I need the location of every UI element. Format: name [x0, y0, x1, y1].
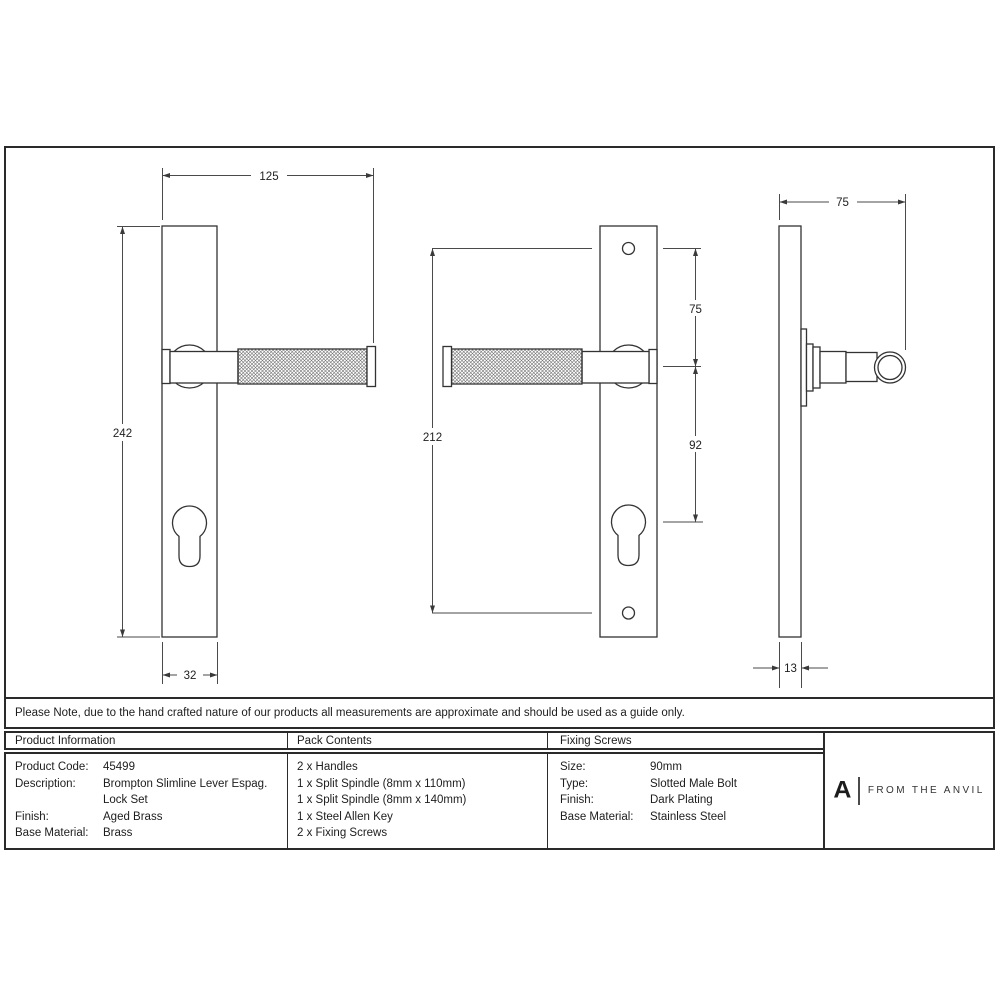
field-value: Dark Plating — [650, 794, 713, 806]
fixing-screws-cell — [547, 754, 823, 848]
base-material-row — [560, 809, 823, 826]
header-fixing-screws: Fixing Screws — [547, 733, 823, 748]
pack-contents-cell — [287, 754, 547, 848]
center-view — [415, 226, 709, 637]
field-label: Finish: — [560, 794, 594, 806]
field-label: Finish: — [15, 810, 49, 823]
screw-hole-top — [623, 243, 635, 255]
knurled-grip — [238, 349, 367, 384]
anvil-logo-icon: A — [833, 776, 852, 804]
field-label: Base Material: — [15, 827, 89, 839]
field-value: Slotted Male Bolt — [650, 777, 737, 790]
dim-label-92: 92 — [689, 440, 702, 452]
lever-bearing — [162, 350, 170, 384]
side-view — [753, 194, 906, 688]
grip-cylinder-side — [846, 353, 877, 382]
logo-divider — [858, 777, 860, 805]
dim-label-75-side: 75 — [836, 197, 849, 209]
field-value: Brass — [103, 827, 133, 839]
dim-label-125: 125 — [259, 171, 279, 183]
backplate-front — [162, 226, 217, 637]
product-code-row — [15, 759, 287, 776]
pack-item: 1 x Split Spindle (8mm x 140mm) — [297, 794, 467, 806]
backplate-side — [779, 226, 801, 637]
backplate-center — [600, 226, 657, 637]
dimension-screw-centres — [415, 249, 592, 614]
header-pack-contents: Pack Contents — [287, 733, 547, 748]
field-value: Brompton Slimline Lever Espag. Lock Set — [103, 777, 268, 806]
dim-label-32: 32 — [183, 670, 197, 682]
lever-neck — [170, 352, 238, 384]
lever-bearing-center — [649, 350, 657, 384]
rose-collar-side — [807, 344, 814, 391]
dimension-screw-to-handle — [663, 249, 709, 367]
pack-item: 1 x Steel Allen Key — [297, 810, 393, 823]
field-label: Base Material: — [560, 810, 634, 823]
header-product-information: Product Information — [15, 734, 116, 747]
note-text: Please Note, due to the hand crafted nature of our products all measurements are approximate and should be used as a guide only. — [15, 707, 685, 719]
grip-end-outer — [875, 352, 906, 383]
field-label: Product Code: — [15, 761, 89, 773]
pack-item: 2 x Handles — [297, 761, 358, 773]
dim-label-13: 13 — [784, 663, 797, 675]
size-row — [560, 759, 823, 776]
table-body-row — [4, 752, 825, 850]
field-label: Size: — [560, 761, 586, 773]
field-value: 90mm — [650, 761, 682, 773]
lever-neck-center — [582, 352, 649, 384]
base-material-row — [15, 825, 287, 842]
finish-row — [15, 809, 287, 826]
field-label: Description: — [15, 777, 76, 790]
field-value: Stainless Steel — [650, 810, 727, 823]
dimension-plate-width — [163, 642, 218, 684]
dimension-plate-thickness — [753, 642, 828, 688]
lever-end-cap — [367, 347, 376, 387]
dimension-handle-to-cylinder — [663, 367, 709, 523]
note-bar — [4, 697, 995, 729]
table-header-row — [4, 731, 825, 750]
pack-item: 1 x Split Spindle (8mm x 110mm) — [297, 777, 466, 790]
field-label: Type: — [560, 777, 589, 790]
lever-neck-side — [820, 352, 846, 384]
brand-logo-cell — [823, 731, 995, 850]
dim-label-212: 212 — [422, 432, 443, 444]
rose-base-side — [801, 329, 807, 406]
knurled-grip-center — [452, 349, 583, 384]
front-view — [105, 167, 376, 684]
pack-item: 2 x Fixing Screws — [297, 827, 388, 839]
dim-label-242: 242 — [112, 428, 133, 440]
dim-label-75-center: 75 — [689, 304, 702, 316]
field-value: 45499 — [103, 761, 135, 773]
field-value: Aged Brass — [103, 810, 163, 823]
screw-hole-bottom — [623, 607, 635, 619]
description-row — [15, 776, 287, 809]
dimension-plate-height — [105, 227, 160, 638]
product-information-cell — [6, 754, 287, 848]
type-row — [560, 776, 823, 793]
brand-name: FROM THE ANVIL — [867, 785, 985, 796]
rose-step-side — [813, 347, 820, 388]
lever-end-cap-center — [443, 347, 452, 387]
finish-row — [560, 792, 823, 809]
